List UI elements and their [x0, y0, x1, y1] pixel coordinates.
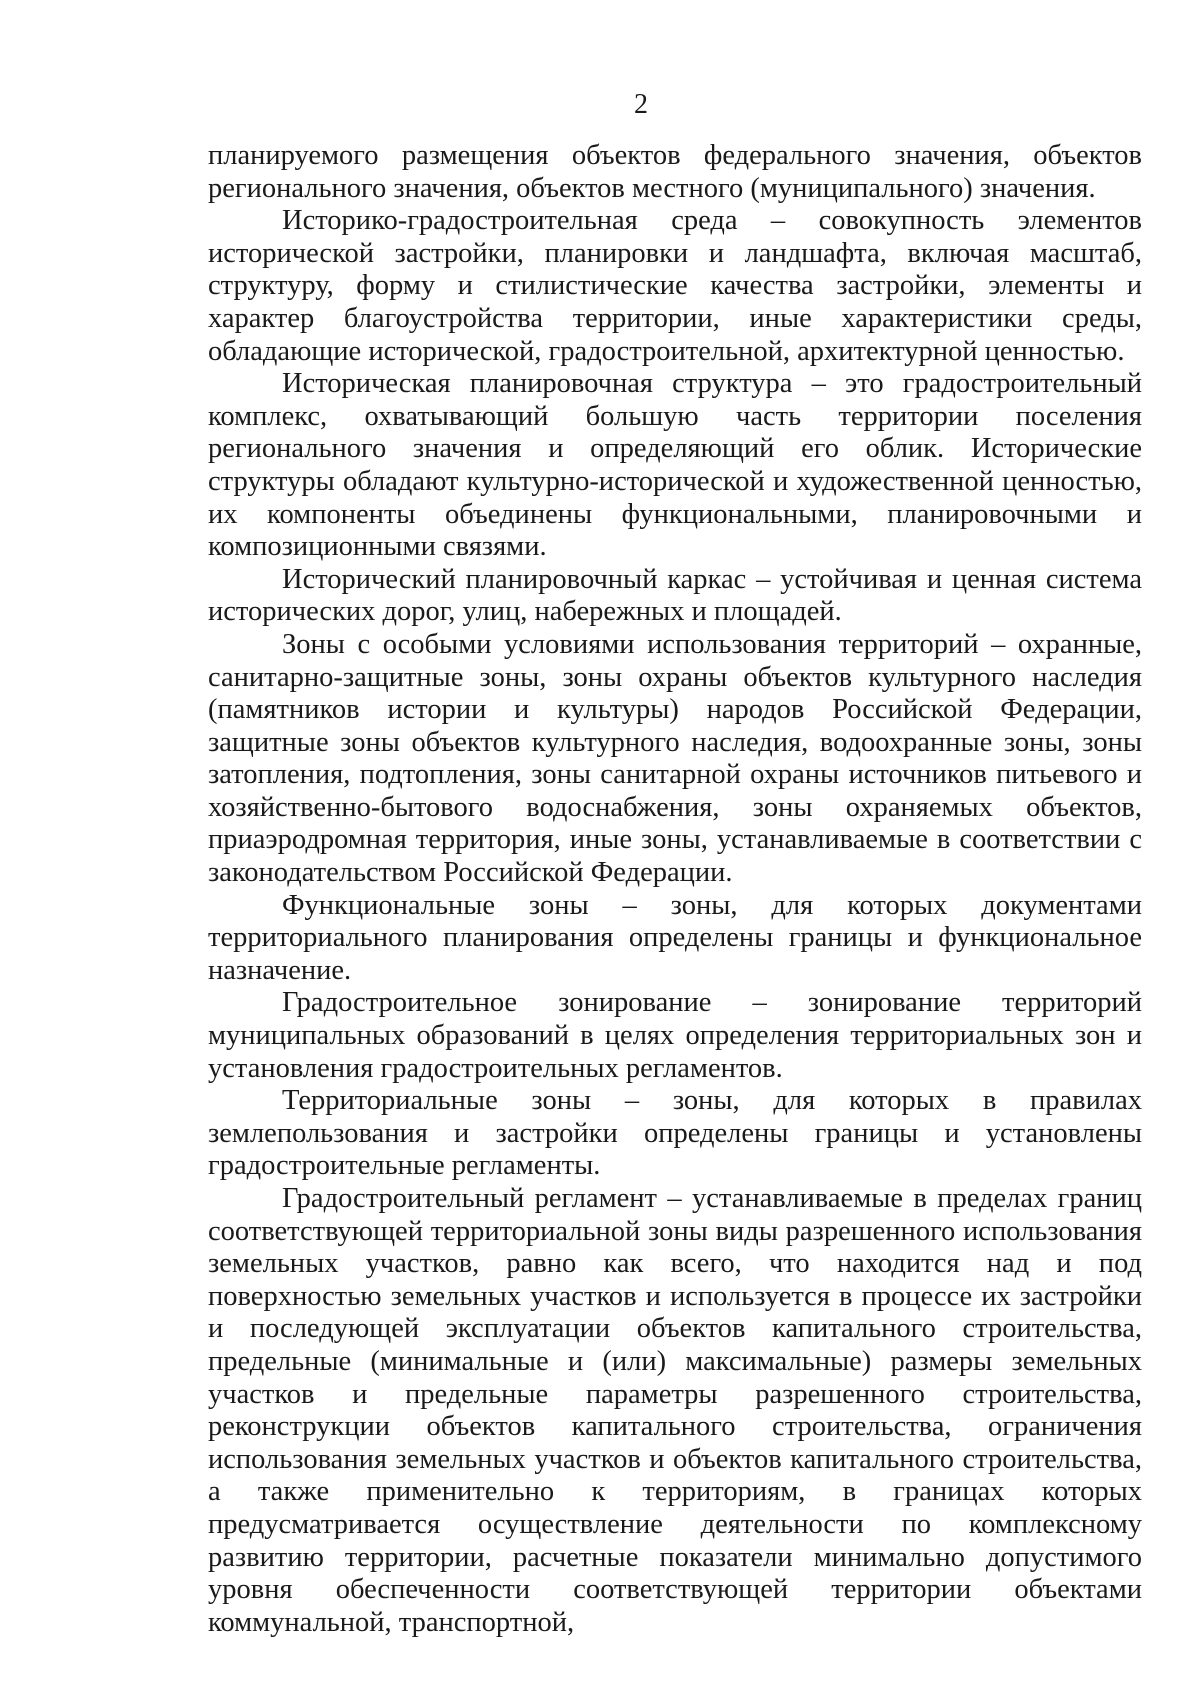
paragraph-continuation: планируемого размещения объектов федерального значения, объектов регионального значения, объектов местного (муниципального) значения.	[208, 140, 1142, 204]
paragraph-functional-zones: Функциональные зоны – зоны, для которых документами территориального планирования определены границы и функциональное назначение.	[208, 889, 1142, 986]
page-number: 2	[634, 89, 648, 120]
document-body	[208, 140, 1142, 1639]
paragraph-urban-regulation: Градостроительный регламент – устанавливаемые в пределах границ соответствующей территориальной зоны виды разрешенного использования земельных участков, равно как всего, что находится над и под поверхностью земельных участков и используется в процессе их застройки и последующей эксплуатации объектов капитального строительства, предельные (минимальные и (или) максимальные) размеры земельных участков и предельные параметры разрешенного строительства, реконструкции объектов капитального строительства, ограничения использования земельных участков и объектов капитального строительства, а также применительно к территориям, в границах которых предусматривается осуществление деятельности по комплексному развитию территории, расчетные показатели минимально допустимого уровня обеспеченности соответствующей территории объектами коммунальной, транспортной,	[208, 1183, 1142, 1638]
paragraph-historic-urban-environment: Историко-градостроительная среда – совокупность элементов исторической застройки, планировки и ландшафта, включая масштаб, структуру, форму и стилистические качества застройки, элементы и характер благоустройства территории, иные характеристики среды, обладающие исторической, градостроительной, архитектурной ценностью.	[208, 205, 1142, 367]
paragraph-historic-planning-frame: Исторический планировочный каркас – устойчивая и ценная система исторических дорог, улиц, набережных и площадей.	[208, 563, 1142, 628]
paragraph-special-use-zones: Зоны с особыми условиями использования территорий – охранные, санитарно-защитные зоны, зоны охраны объектов культурного наследия (памятников истории и культуры) народов Российской Федерации, защитные зоны объектов культурного наследия, водоохранные зоны, зоны затопления, подтопления, зоны санитарной охраны источников питьевого и хозяйственно-бытового водоснабжения, зоны охраняемых объектов, приаэродромная территория, иные зоны, устанавливаемые в соответствии с законодательством Российской Федерации.	[208, 628, 1142, 889]
paragraph-urban-zoning: Градостроительное зонирование – зонирование территорий муниципальных образований в целях определения территориальных зон и установления градостроительных регламентов.	[208, 987, 1142, 1084]
paragraph-historic-planning-structure: Историческая планировочная структура – это градостроительный комплекс, охватывающий большую часть территории поселения регионального значения и определяющий его облик. Исторические структуры обладают культурно-исторической и художественной ценностью, их компоненты объединены функциональными, планировочными и композиционными связями.	[208, 368, 1142, 563]
paragraph-territorial-zones: Территориальные зоны – зоны, для которых в правилах землепользования и застройки определены границы и установлены градостроительные регламенты.	[208, 1085, 1142, 1182]
